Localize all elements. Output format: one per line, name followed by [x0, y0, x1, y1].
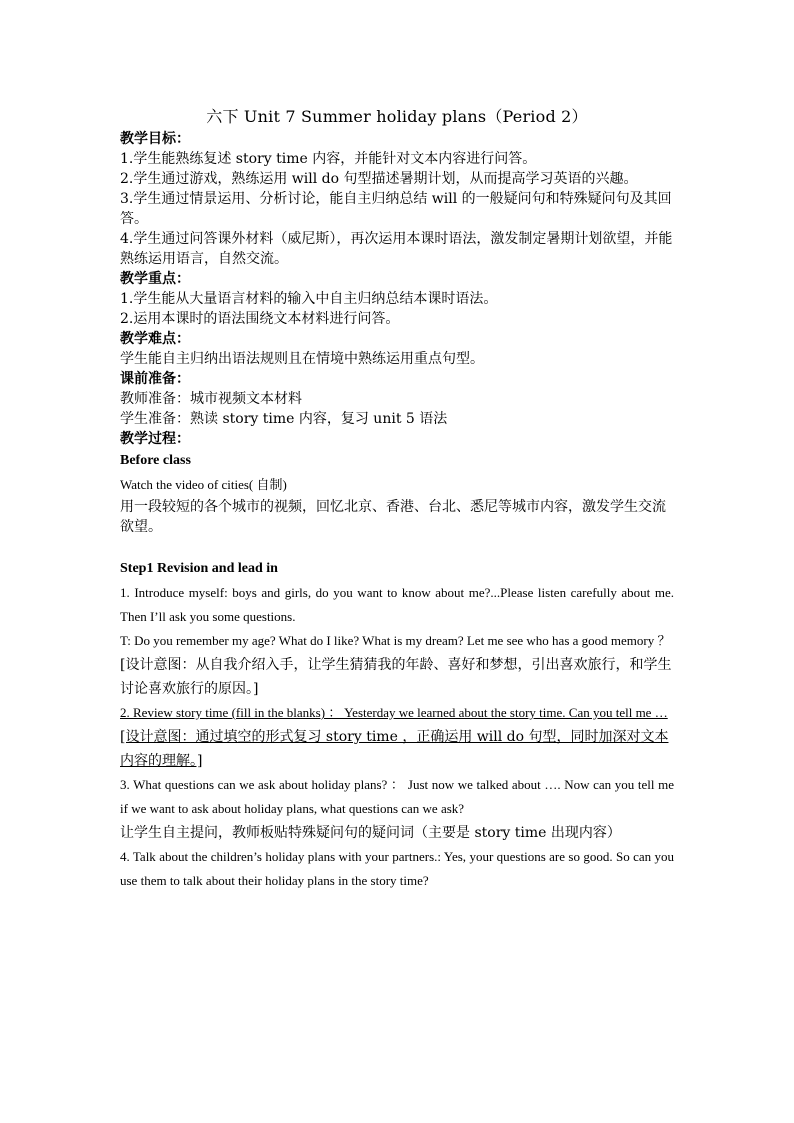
step1-paragraph: 4. Talk about the children’s holiday plans with your partners.: Yes, your questions are so good. So can you use them to talk about their holiday plans in the story time? — [120, 849, 674, 888]
step1-paragraph: 3. What questions can we ask about holiday plans? ： Just now we talked about …. Now can you tell me if we want to ask about holiday plans, what questions can we ask? — [120, 777, 674, 816]
preparation-item: 教师准备：城市视频文本材料 — [120, 391, 302, 407]
document-page — [120, 104, 674, 893]
section-spacer — [120, 537, 674, 557]
process-heading: 教学过程： — [120, 431, 190, 447]
before-class-line: Watch the video of cities( 自制) — [120, 477, 287, 492]
step1-paragraph: 1. Introduce myself: boys and girls, do you want to know about me?...Please listen carefully about me. Then I’ll ask you some questions. — [120, 585, 674, 624]
key-points-heading: 教学重点： — [120, 271, 190, 287]
difficulty-item: 学生能自主归纳出语法规则且在情境中熟练运用重点句型。 — [120, 351, 484, 367]
difficulties-heading: 教学难点： — [120, 331, 190, 347]
objectives-heading: 教学目标： — [120, 131, 190, 147]
preparation-item: 学生准备：熟读 story time 内容，复习 unit 5 语法 — [120, 411, 448, 427]
before-class-description: 用一段较短的各个城市的视频，回忆北京、香港、台北、悉尼等城市内容，激发学生交流欲望。 — [120, 499, 666, 535]
before-class-heading: Before class — [120, 453, 191, 468]
step1-heading: Step1 Revision and lead in — [120, 561, 278, 576]
step1-paragraph: T: Do you remember my age? What do I like? What is my dream? Let me see who has a good memory ？ — [120, 633, 671, 648]
key-point-item: 2.运用本课时的语法围绕文本材料进行问答。 — [120, 311, 400, 327]
step1-paragraph: 2. Review story time (fill in the blanks) ： Yesterday we learned about the story time. Can you tell me … — [120, 705, 668, 720]
design-intent-note: [设计意图：通过填空的形式复习 story time ，正确运用 will do 句型，同时加深对文本内容的理解。] — [120, 729, 669, 769]
key-point-item: 1.学生能从大量语言材料的输入中自主归纳总结本课时语法。 — [120, 291, 498, 307]
objective-item: 4.学生通过问答课外材料（威尼斯），再次运用本课时语法，激发制定暑期计划欲望，并能熟练运用语言，自然交流。 — [120, 231, 673, 267]
preparation-heading: 课前准备： — [120, 371, 190, 387]
objective-item: 2.学生通过游戏，熟练运用 will do 句型描述暑期计划，从而提高学习英语的兴趣。 — [120, 171, 638, 187]
objective-item: 3.学生通过情景运用、分析讨论，能自主归纳总结 will 的一般疑问句和特殊疑问句及其回答。 — [120, 191, 672, 227]
objective-item: 1.学生能熟练复述 story time 内容，并能针对文本内容进行问答。 — [120, 151, 537, 167]
step1-note: 让学生自主提问，教师板贴特殊疑问句的疑问词（主要是 story time 出现内容） — [120, 825, 621, 841]
design-intent-note: [设计意图：从自我介绍入手，让学生猜猜我的年龄、喜好和梦想，引出喜欢旅行，和学生讨论喜欢旅行的原因。] — [120, 657, 672, 697]
page-title: 六下 Unit 7 Summer holiday plans（Period 2） — [206, 107, 588, 126]
